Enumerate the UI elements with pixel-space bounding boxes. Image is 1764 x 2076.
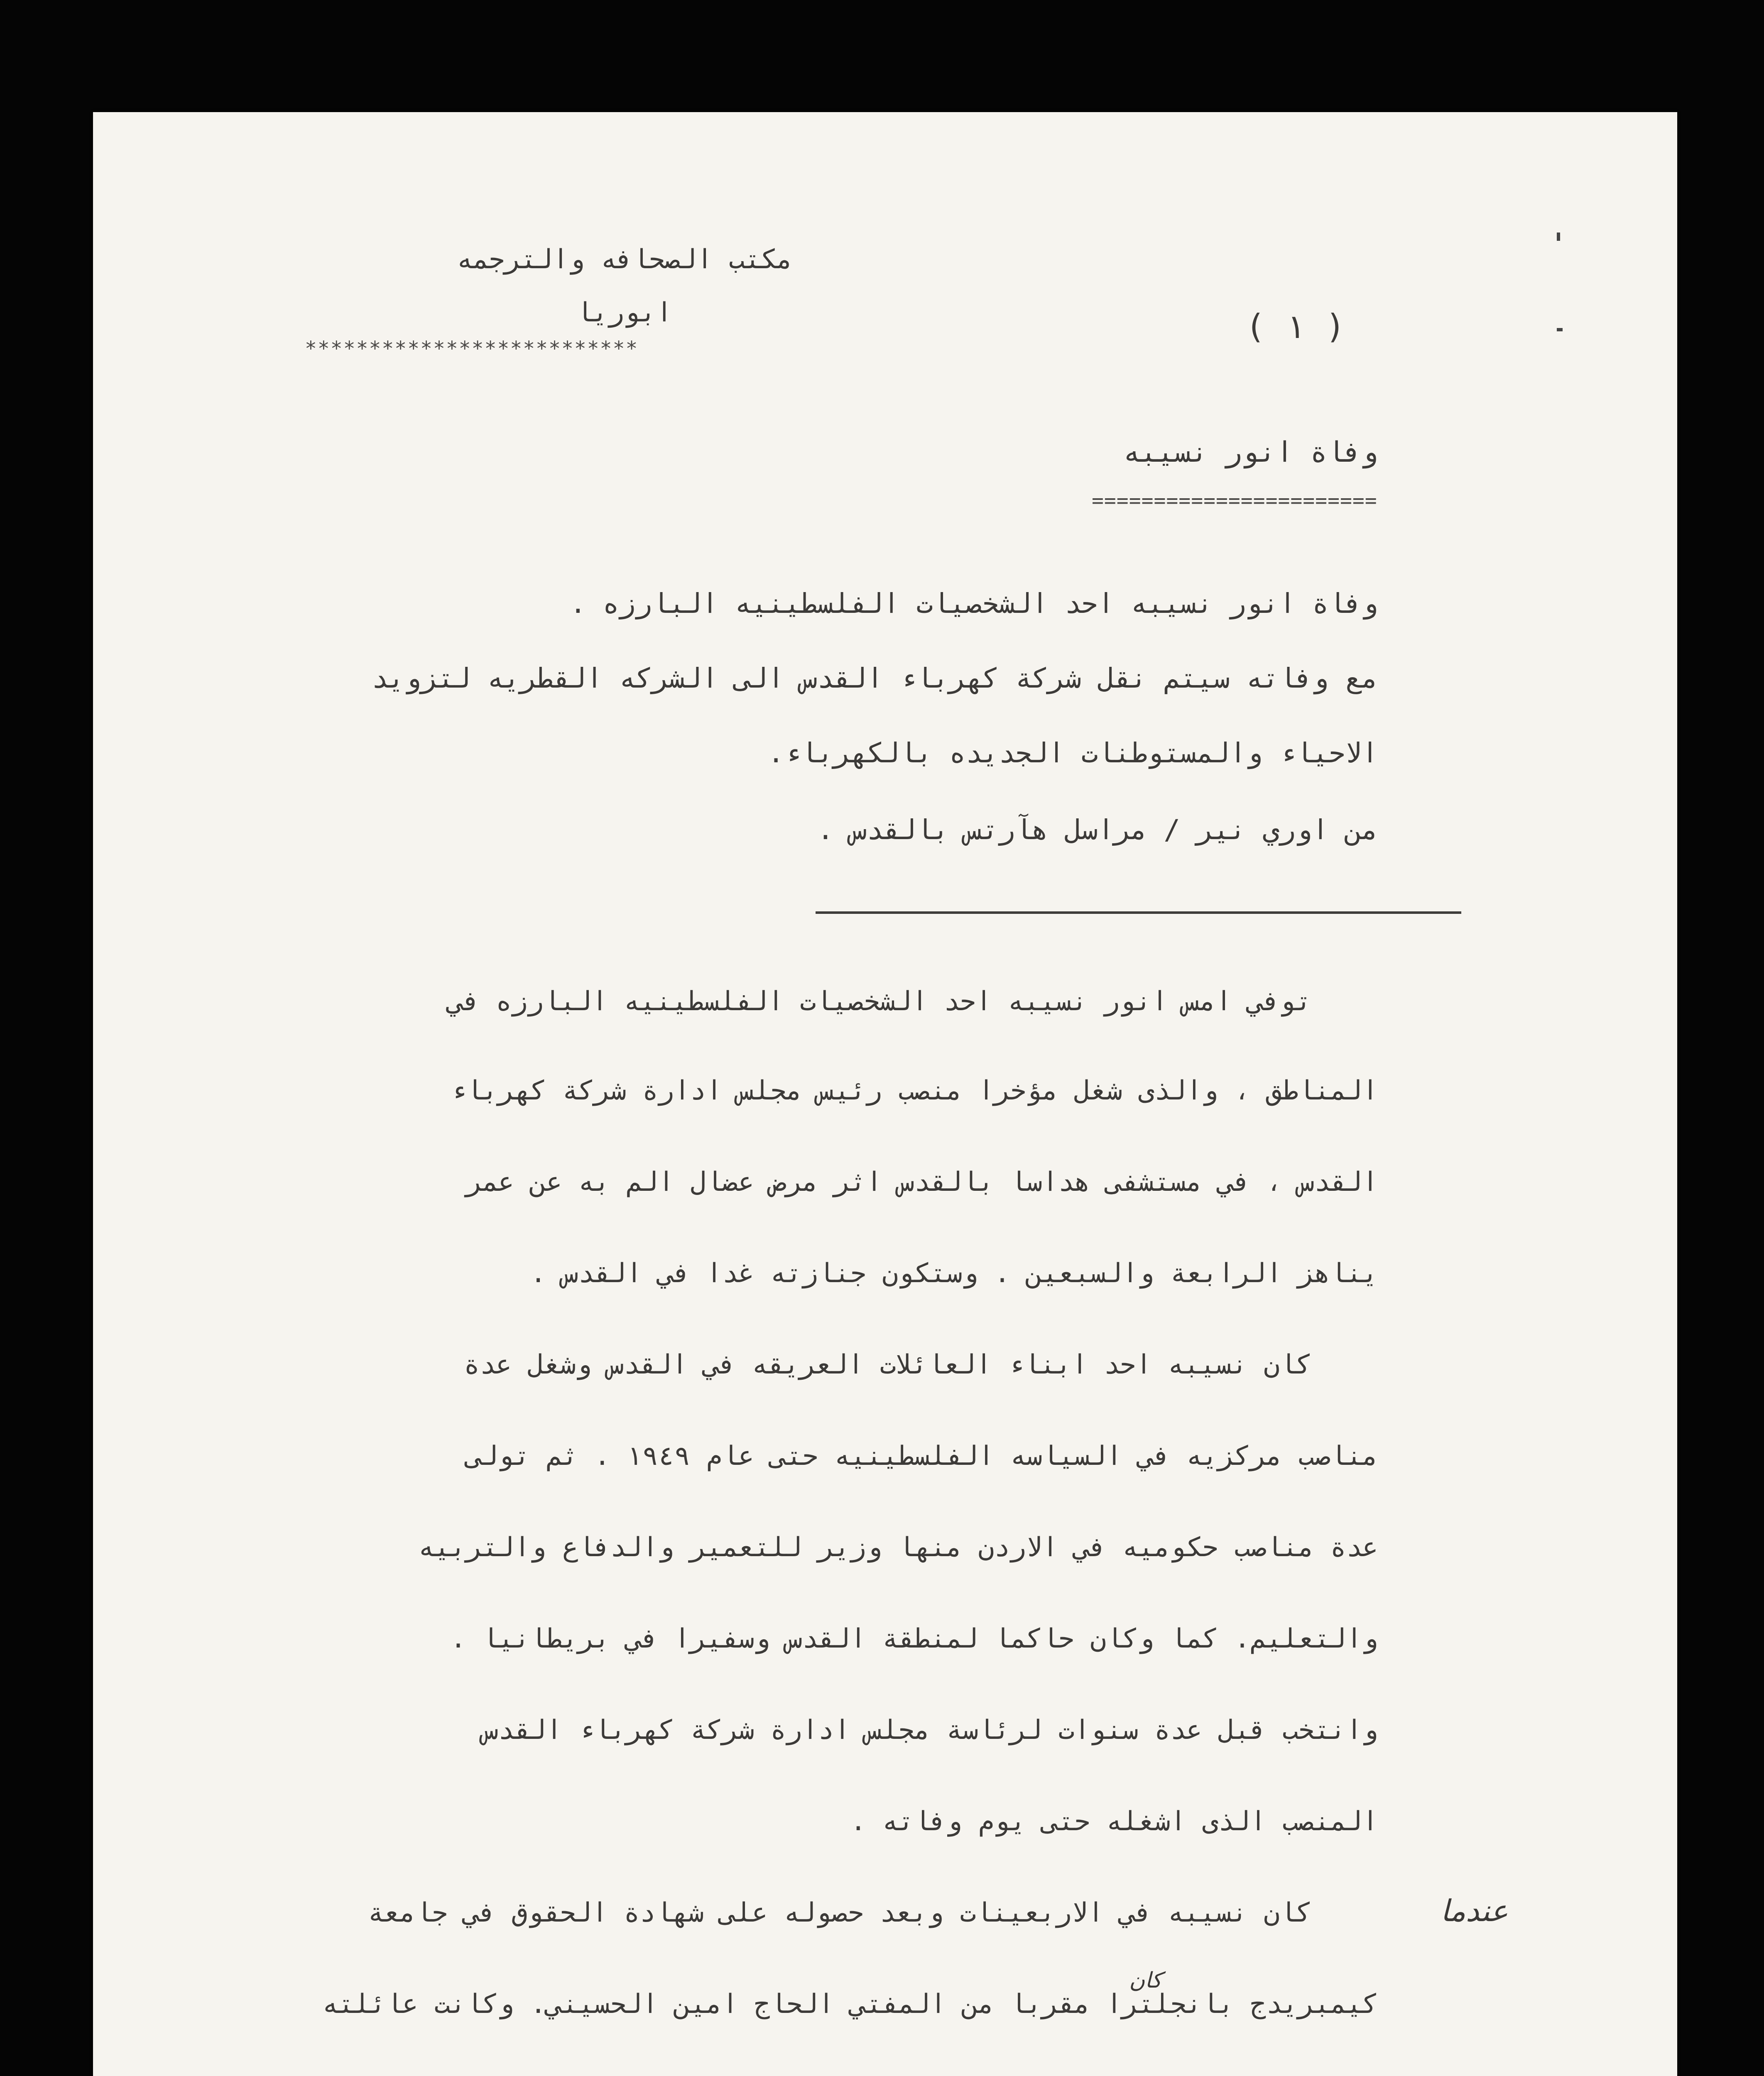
page-number: ( ١ ): [1245, 307, 1345, 346]
stars-separator: **************************: [305, 337, 639, 360]
lead-line: الاحياء والمستوطنات الجديده بالكهرباء.: [767, 737, 1378, 769]
office-subtitle: ابوريا: [576, 297, 672, 328]
handwritten-margin-note: عندما: [1441, 1893, 1508, 1928]
headline-title: وفاة انور نسيبه: [1123, 436, 1378, 469]
margin-mark: [1557, 233, 1560, 241]
body-line: والتعليم. كما وكان حاكما لمنطقة القدس وسفيرا في بريطانيا .: [450, 1623, 1378, 1654]
headline-underline: =======================: [1092, 489, 1377, 512]
body-line: يناهز الرابعة والسبعين . وستكون جنازته غدا في القدس .: [530, 1258, 1378, 1289]
office-name: مكتب الصحافه والترجمه: [456, 244, 793, 275]
body-line: المناطق ، والذى شغل مؤخرا منصب رئيس مجلس ادارة شركة كهرباء: [450, 1075, 1378, 1106]
body-line: كان نسيبه في الاربعينات وبعد حصوله على شهادة الحقوق في جامعة: [368, 1897, 1312, 1928]
byline: من اوري نير / مراسل هآرتس بالقدس .: [817, 814, 1378, 846]
section-rule: [816, 911, 1461, 914]
body-line: المنصب الذى اشغله حتى يوم وفاته .: [850, 1806, 1378, 1837]
handwritten-insert-note: كان: [1129, 1968, 1162, 1993]
body-line: توفي امس انور نسيبه احد الشخصيات الفلسطينيه البارزه في: [448, 986, 1312, 1017]
body-line: كان نسيبه احد ابناء العائلات العريقه في القدس وشغل عدة: [463, 1349, 1312, 1380]
margin-mark: [1557, 328, 1563, 331]
body-line: وانتخب قبل عدة سنوات لرئاسة مجلس ادارة شركة كهرباء القدس: [482, 1715, 1378, 1746]
lead-line: وفاة انور نسيبه احد الشخصيات الفلسطينيه البارزه .: [569, 588, 1378, 619]
body-line: مناصب مركزيه في السياسه الفلسطينيه حتى عام ١٩٤٩ . ثم تولى: [466, 1441, 1378, 1471]
body-line: القدس ، في مستشفى هداسا بالقدس اثر مرض عضال الم به عن عمر: [466, 1167, 1378, 1197]
document-page: [93, 112, 1677, 2076]
body-line: عدة مناصب حكوميه في الاردن منها وزير للتعمير والدفاع والتربيه: [418, 1532, 1378, 1563]
body-line: كيمبريدج بانجلترا مقربا من المفتي الحاج امين الحسيني. وكانت عائلته: [322, 1989, 1378, 2020]
lead-line: مع وفاته سيتم نقل شركة كهرباء القدس الى الشركه القطريه لتزويد: [372, 662, 1378, 694]
